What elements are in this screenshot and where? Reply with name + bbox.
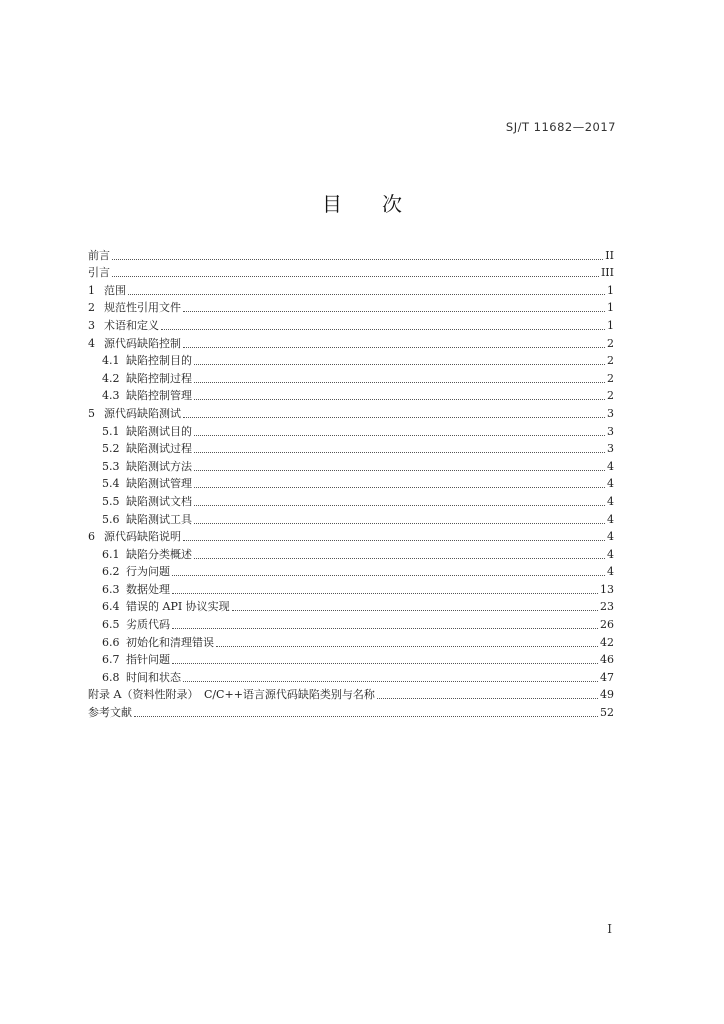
toc-entry[interactable]	[88, 245, 614, 263]
toc-entry-number: 4	[88, 336, 95, 350]
toc-leader-dots	[232, 610, 598, 611]
toc-entry[interactable]	[88, 491, 614, 509]
toc-entry-label: 缺陷控制过程	[126, 371, 192, 385]
toc-entry-page: 46	[600, 653, 614, 667]
toc-entry-page: 2	[607, 389, 614, 403]
toc-entry[interactable]	[88, 614, 614, 632]
toc-entry[interactable]	[88, 263, 614, 281]
toc-entry-label: 源代码缺陷说明	[104, 530, 181, 544]
toc-leader-dots	[183, 417, 605, 418]
toc-entry[interactable]	[88, 597, 614, 615]
toc-entry-page: 3	[607, 406, 614, 420]
toc-entry-page: 2	[607, 371, 614, 385]
toc-entry-label: 错误的 API 协议实现	[126, 600, 230, 614]
toc-entry-label: 源代码缺陷测试	[104, 406, 181, 420]
toc-entry-page: 1	[607, 283, 614, 297]
toc-entry-page: 3	[607, 442, 614, 456]
toc-entry[interactable]	[88, 509, 614, 527]
toc-entry-page: 2	[607, 336, 614, 350]
toc-entry-number: 6.4	[102, 600, 120, 614]
toc-entry-page: III	[600, 266, 614, 280]
toc-entry-number: 6.5	[102, 618, 120, 632]
toc-entry[interactable]	[88, 386, 614, 404]
toc-leader-dots	[194, 558, 605, 559]
toc-entry-page: 4	[607, 512, 614, 526]
toc-entry-page: 4	[607, 530, 614, 544]
toc-entry-page: 13	[600, 582, 614, 596]
toc-entry-number: 2	[88, 301, 95, 315]
toc-entry[interactable]	[88, 667, 614, 685]
toc-entry-label: 缺陷测试文档	[126, 494, 192, 508]
toc-entry-page: 42	[600, 635, 614, 649]
toc-entry[interactable]	[88, 315, 614, 333]
toc-entry-page: 26	[600, 618, 614, 632]
toc-entry-number: 3	[88, 318, 95, 332]
toc-entry-number: 6.2	[102, 565, 120, 579]
toc-entry-number: 5.3	[102, 459, 120, 473]
toc-entry-page: 3	[607, 424, 614, 438]
toc-entry-page: 4	[607, 459, 614, 473]
toc-leader-dots	[194, 470, 605, 471]
toc-leader-dots	[183, 681, 598, 682]
title-char-2: 次	[382, 192, 402, 216]
toc-entry-number: 5.4	[102, 477, 120, 491]
toc-entry-page: 47	[600, 670, 614, 684]
toc-entry-page: 1	[607, 301, 614, 315]
toc-entry-page: 52	[600, 706, 614, 720]
toc-entry-page: 23	[600, 600, 614, 614]
toc-leader-dots	[216, 646, 598, 647]
toc-entry[interactable]	[88, 403, 614, 421]
toc-entry-page: 2	[607, 354, 614, 368]
toc-entry-label: 术语和定义	[104, 318, 159, 332]
toc-entry-number: 6.3	[102, 582, 120, 596]
toc-entry[interactable]	[88, 527, 614, 545]
toc-entry-label: 缺陷测试方法	[126, 459, 192, 473]
toc-entry-label: 前言	[88, 248, 110, 262]
toc-leader-dots	[128, 294, 605, 295]
toc-leader-dots	[194, 505, 605, 506]
toc-entry-label: 附录 A（资料性附录） C/C++语言源代码缺陷类别与名称	[88, 688, 375, 702]
toc-entry[interactable]	[88, 579, 614, 597]
toc-entry-label: 缺陷测试过程	[126, 442, 192, 456]
toc-entry-number: 5.1	[102, 424, 120, 438]
toc-leader-dots	[194, 399, 605, 400]
toc-leader-dots	[161, 329, 605, 330]
toc-entry-page: 4	[607, 547, 614, 561]
toc-entry[interactable]	[88, 685, 614, 703]
toc-entry-label: 缺陷控制管理	[126, 389, 192, 403]
toc-entry[interactable]	[88, 368, 614, 386]
toc-entry-label: 缺陷分类概述	[126, 547, 192, 561]
toc-leader-dots	[112, 276, 599, 277]
toc-entry-page: II	[605, 248, 614, 262]
toc-entry-number: 5.5	[102, 494, 120, 508]
toc-leader-dots	[194, 364, 605, 365]
toc-entry-label: 参考文献	[88, 706, 132, 720]
standard-code: SJ/T 11682—2017	[505, 120, 616, 134]
toc-entry-label: 缺陷测试工具	[126, 512, 192, 526]
toc-entry[interactable]	[88, 298, 614, 316]
toc-entry[interactable]	[88, 280, 614, 298]
page-title	[0, 188, 724, 217]
toc-entry[interactable]	[88, 650, 614, 668]
toc-entry-number: 6	[88, 530, 95, 544]
toc-entry-number: 6.8	[102, 670, 120, 684]
toc-entry-number: 4.1	[102, 354, 120, 368]
toc-leader-dots	[183, 540, 605, 541]
toc-leader-dots	[194, 487, 605, 488]
toc-leader-dots	[172, 628, 598, 629]
toc-entry-label: 范围	[104, 283, 126, 297]
toc-entry-label: 缺陷控制目的	[126, 354, 192, 368]
toc-leader-dots	[183, 347, 605, 348]
toc-entry-label: 劣质代码	[126, 618, 170, 632]
toc-leader-dots	[172, 575, 605, 576]
title-char-1: 目	[322, 192, 342, 216]
toc-entry-label: 数据处理	[126, 582, 170, 596]
toc-leader-dots	[172, 593, 598, 594]
toc-entry-number: 5.2	[102, 442, 120, 456]
toc-entry-label: 指针问题	[126, 653, 170, 667]
toc-entry[interactable]	[88, 456, 614, 474]
toc-entry-label: 时间和状态	[126, 670, 181, 684]
toc-leader-dots	[134, 716, 598, 717]
toc-entry-number: 6.1	[102, 547, 120, 561]
toc-leader-dots	[172, 663, 598, 664]
toc-entry[interactable]	[88, 474, 614, 492]
toc-entry-label: 规范性引用文件	[104, 301, 181, 315]
table-of-contents	[88, 245, 614, 720]
toc-entry-label: 源代码缺陷控制	[104, 336, 181, 350]
toc-entry-number: 6.7	[102, 653, 120, 667]
toc-leader-dots	[194, 452, 605, 453]
toc-entry[interactable]	[88, 333, 614, 351]
toc-leader-dots	[194, 435, 605, 436]
toc-entry[interactable]	[88, 702, 614, 720]
toc-entry-number: 4.2	[102, 371, 120, 385]
toc-entry-number: 4.3	[102, 389, 120, 403]
toc-leader-dots	[377, 698, 598, 699]
toc-leader-dots	[183, 311, 605, 312]
toc-entry-page: 4	[607, 494, 614, 508]
page-number: I	[607, 922, 612, 936]
toc-entry-number: 6.6	[102, 635, 120, 649]
toc-entry-page: 49	[600, 688, 614, 702]
toc-entry-number: 5.6	[102, 512, 120, 526]
toc-entry-label: 缺陷测试目的	[126, 424, 192, 438]
toc-entry-number: 5	[88, 406, 95, 420]
toc-entry-label: 初始化和清理错误	[126, 635, 214, 649]
toc-entry-page: 4	[607, 565, 614, 579]
toc-entry-label: 行为问题	[126, 565, 170, 579]
toc-leader-dots	[194, 382, 605, 383]
toc-entry[interactable]	[88, 562, 614, 580]
toc-entry[interactable]	[88, 439, 614, 457]
toc-entry-page: 1	[607, 318, 614, 332]
toc-entry[interactable]	[88, 351, 614, 369]
toc-entry[interactable]	[88, 421, 614, 439]
toc-entry-page: 4	[607, 477, 614, 491]
toc-leader-dots	[112, 259, 603, 260]
toc-entry[interactable]	[88, 632, 614, 650]
toc-entry-number: 1	[88, 283, 95, 297]
toc-leader-dots	[194, 523, 605, 524]
toc-entry-label: 引言	[88, 266, 110, 280]
toc-entry[interactable]	[88, 544, 614, 562]
toc-entry-label: 缺陷测试管理	[126, 477, 192, 491]
